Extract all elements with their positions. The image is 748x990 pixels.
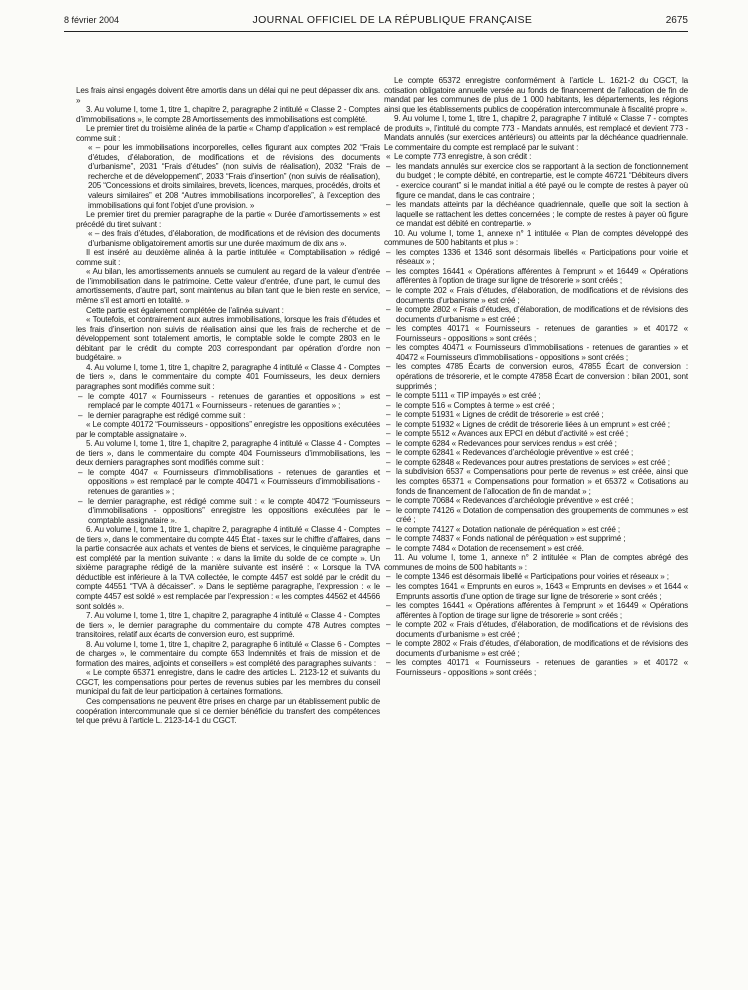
list-item: – le compte 70684 « Redevances d’archéologie préventive » est créé ; (384, 496, 688, 506)
paragraph: 8. Au volume I, tome 1, titre 1, chapitre 2, paragraphe 6 intitulé « Classe 6 - Comptes de charges », le commentaire du compte 653 Indemnités et frais de mission et de formation des maires, adjoints et conseillers » est complété des paragraphes suivants : (76, 639, 380, 668)
list-item: – le compte 202 « Frais d’études, d’élaboration, de modifications et de révisions des documents d’urbanisme » est créé ; (384, 620, 688, 639)
header-rule (64, 31, 688, 32)
paragraph: 3. Au volume I, tome 1, titre 1, chapitre 2, paragraphe 2 intitulé « Classe 2 - Comptes d’immobilisations », le compte 28 Amortissements des immobilisations est complété. (76, 105, 380, 124)
list-item: – le compte 51932 « Lignes de crédit de trésorerie liées à un emprunt » est créé ; (384, 420, 688, 430)
left-column (76, 86, 380, 726)
list-item: – le compte 74127 « Dotation nationale de péréquation » est créé ; (384, 525, 688, 535)
list-item: – le compte 1346 est désormais libellé « Participations pour voiries et réseaux » ; (384, 572, 688, 582)
list-item: – les comptes 16441 « Opérations afférentes à l’emprunt » et 16449 « Opérations afférentes à l’option de tirage sur ligne de trésorerie » sont créés ; (384, 601, 688, 620)
list-item: – la subdivision 6537 « Compensations pour perte de revenus » est créée, ainsi que les comptes 65371 « Compensations pour formation » et 65372 « Cotisations au fonds de financement de l’allocation de fin de mandat » ; (384, 467, 688, 496)
issue-date: 8 février 2004 (64, 15, 120, 25)
list-item: – le compte 2802 « Frais d’études, d’élaboration, de modifications et de révisions des documents d’urbanisme » est créé ; (384, 639, 688, 658)
list-item: – le compte 202 « Frais d’études, d’élaboration, de modifications et de révisions des documents d’urbanisme » est créé ; (384, 286, 688, 305)
list-item: – les mandats atteints par la déchéance quadriennale, quelle que soit la section à laquelle se rattachent les dettes concernées ; le compte de restes à payer où figure ce mandat est débité en contrepartie. » (384, 200, 688, 229)
paragraph: Le premier tiret du troisième alinéa de la partie « Champ d’application » est remplacé comme suit : (76, 124, 380, 143)
list-item: – le compte 62841 « Redevances d’archéologie préventive » est créé ; (384, 448, 688, 458)
running-header (64, 14, 688, 28)
list-item: – le compte 5111 « TIP impayés » est créé ; (384, 391, 688, 401)
paragraph: Le premier tiret du premier paragraphe de la partie « Durée d’amortissements » est précédé du tiret suivant : (76, 210, 380, 229)
list-item: – les comptes 16441 « Opérations afférentes à l’emprunt » et 16449 « Opérations afférentes à l’option de tirage sur ligne de trésorerie » sont créés ; (384, 267, 688, 286)
paragraph: « Le compte 773 enregistre, à son crédit : (384, 152, 688, 162)
paragraph: Le compte 65372 enregistre conformément à l’article L. 1621-2 du CGCT, la cotisation obligatoire annuelle versée au fonds de financement de l’allocation de fin de mandat par les communes de plus de 1 000 habitants, les départements, les régions ainsi que les établissements publics de coopération intercommunale à fiscalité propre ». (384, 76, 688, 114)
list-item: – les comptes 40171 « Fournisseurs - retenues de garanties » et 40172 « Fournisseurs - oppositions » sont créés ; (384, 324, 688, 343)
list-item: – les comptes 40471 « Fournisseurs d’immobilisations - retenues de garanties » et 40472 « Fournisseurs d’immobilisations - oppositions » sont créés ; (384, 343, 688, 362)
journal-title: JOURNAL OFFICIEL DE LA RÉPUBLIQUE FRANÇAISE (252, 14, 533, 26)
list-item: – le compte 4017 « Fournisseurs - retenues de garanties et oppositions » est remplacé par le compte 40171 « Fournisseurs - retenues de garanties » ; (76, 392, 380, 411)
paragraph: 4. Au volume I, tome 1, titre 1, chapitre 2, paragraphe 4 intitulé « Classe 4 - Comptes de tiers », dans le commentaire du compte 401 Fournisseurs, les deux derniers paragraphes sont modifiés comme suit : (76, 362, 380, 391)
paragraph: Cette partie est également complétée de l’alinéa suivant : (86, 305, 284, 315)
right-column (384, 76, 688, 677)
list-item: – le compte 74126 « Dotation de compensation des groupements de communes » est créé ; (384, 506, 688, 525)
list-item: – les comptes 40171 « Fournisseurs - retenues de garanties » et 40172 « Fournisseurs - oppositions » sont créés ; (384, 658, 688, 677)
list-item: – le compte 51931 « Lignes de crédit de trésorerie » est créé ; (384, 410, 688, 420)
paragraph: 9. Au volume I, tome 1, titre 1, chapitre 2, paragraphe 7 intitulé « Classe 7 - comptes de produits », l’intitulé du compte 773 - Mandats annulés, est remplacé et devient 773 - Mandats annulés (sur exercices antérieurs) ou atteints par la déchéance quadriennale. Le commentaire du compte est remplacé par le suivant : (384, 114, 688, 152)
paragraph: 10. Au volume I, tome 1, annexe n° 1 intitulée « Plan de comptes développé des communes de 500 habitants et plus » : (384, 228, 688, 248)
paragraph: « – des frais d’études, d’élaboration, de modifications et de révision des documents d’urbanisme obligatoirement amortis sur une durée maximum de dix ans ». (88, 229, 380, 248)
list-item: – le compte 74837 « Fonds national de péréquation » est supprimé ; (384, 534, 688, 544)
list-item: – le compte 7484 « Dotation de recensement » est créé. (384, 544, 688, 554)
list-item: – le compte 2802 « Frais d’études, d’élaboration, de modifications et de révisions des documents d’urbanisme » est créé ; (384, 305, 688, 324)
paragraph: « Toutefois, et contrairement aux autres immobilisations, lorsque les frais d’études et les frais d’insertion non suivis de réalisation ainsi que les frais de recherche et de développement sont totalement amortis, le comptable solde le compte 2803 en le débitant par le crédit du compte 203 correspondant par opération d’ordre non budgétaire. » (76, 315, 380, 363)
list-item: – les comptes 4785 Écarts de conversion euros, 47855 Écart de conversion : opérations de trésorerie, et le compte 47858 Écart de conversion : bilan 2001, sont supprimés ; (384, 362, 688, 391)
paragraph: « – pour les immobilisations incorporelles, celles figurant aux comptes 202 “Frais d’études, d’élaboration, de modifications et de révisions des documents d’urbanisme”, 2031 “Frais d’études” (non suivis de réalisation), 2032 “Frais de recherche et de développement”, 2033 “Frais d’insertion” (non suivis de réalisation), 205 “Concessions et droits similaires, brevets, licences, marques, procédés, droits et valeurs similaires” et 208 “Autres immobilisations incorporelles”, à l’exception des immobilisations qui font l’objet d’une provision. » (88, 143, 380, 210)
list-item: – le dernier paragraphe est rédigé comme suit : (76, 411, 380, 421)
list-item: – le compte 62848 « Redevances pour autres prestations de services » est créé ; (384, 458, 688, 468)
list-item: – les mandats annulés sur exercice clos se rapportant à la section de fonctionnement du budget ; le compte débité, en contrepartie, est le compte 46721 “Débiteurs divers - exercice courant” si le mandat initial a été payé ou le compte de restes à payer où figure ce mandat, dans le cas contraire ; (384, 162, 688, 200)
page-number: 2675 (665, 15, 688, 26)
list-item: – le compte 5512 « Avances aux EPCI en début d’activité » est créé ; (384, 429, 688, 439)
list-item: – le compte 4047 « Fournisseurs d’immobilisations - retenues de garanties et oppositions » est remplacé par le compte 40471 « Fournisseurs d’immobilisations - retenues de garanties » ; (76, 468, 380, 497)
paragraph: 7. Au volume I, tome 1, titre 1, chapitre 2, paragraphe 4 intitulé « Classe 4 - Comptes de tiers », le dernier paragraphe du commentaire du compte 478 Autres comptes transitoires, relatif aux écarts de conversion euro, est supprimé. (76, 611, 380, 640)
paragraph: Ces compensations ne peuvent être prises en charge par un établissement public de coopération intercommunale que si ce dernier bénéficie du transfert des compétences tel que prévu à l’article L. 2123-14-1 du CGCT. (76, 697, 380, 726)
list-item: – le dernier paragraphe, est rédigé comme suit : « le compte 40472 “Fournisseurs d’immobilisations - oppositions” enregistre les oppositions exécutées par le comptable assignataire ». (76, 497, 380, 526)
paragraph: 6. Au volume I, tome 1, titre 1, chapitre 2, paragraphe 4 intitulé « Classe 4 - Comptes de tiers », dans le commentaire du compte 445 État - taxes sur le chiffre d’affaires, dans la partie consacrée aux achats et ventes de biens et services, le cinquième paragraphe est complété par la mention suivante : « dans la limite du solde de ce compte ». Un sixième paragraphe rédigé de la manière suivante est inséré : « Lorsque la TVA déductible est inférieure à la TVA collectée, le compte 4457 est soldé par le crédit du compte 44551 “TVA à décaisser”. » Dans le septième paragraphe, l’expression : « le compte 4457 est soldé » est remplacée par l’expression : « les comptes 44562 et 44566 sont soldés ». (76, 525, 380, 611)
list-item: – le compte 6284 « Redevances pour services rendus » est créé ; (384, 439, 688, 449)
list-item: – le compte 516 « Comptes à terme » est créé ; (384, 401, 688, 411)
paragraph: Il est inséré au deuxième alinéa à la partie intitulée « Comptabilisation » rédigé comme suit : (76, 248, 380, 267)
paragraph: 5. Au volume I, tome 1, titre 1, chapitre 2, paragraphe 4 intitulé « Classe 4 - Comptes de tiers », dans le commentaire du compte 404 Fournisseurs d’immobilisations, les deux derniers paragraphes sont modifiés comme suit : (76, 439, 380, 468)
paragraph: « Au bilan, les amortissements annuels se cumulent au regard de la valeur d’entrée de l’immobilisation dans le patrimoine. Cette valeur d’entrée, d’une part, le cumul des amortissements, d’autre part, sont maintenus au bilan tant que le bien reste en service, même s’il est amorti en totalité. » (76, 267, 380, 306)
paragraph: « Le compte 65371 enregistre, dans le cadre des articles L. 2123-12 et suivants du CGCT, les compensations pour pertes de revenus subies par les membres du conseil municipal du fait de leur participation à certaines formations. (76, 668, 380, 697)
list-item: – les comptes 1336 et 1346 sont désormais libellés « Participations pour voirie et réseaux » ; (384, 248, 688, 267)
paragraph: Les frais ainsi engagés doivent être amortis dans un délai qui ne peut dépasser dix ans. » (76, 86, 380, 105)
list-item: – les comptes 1641 « Emprunts en euros », 1643 « Emprunts en devises » et 1644 « Emprunts assortis d’une option de tirage sur ligne de trésorerie » sont créés ; (384, 582, 688, 601)
paragraph: « Le compte 40172 “Fournisseurs - oppositions” enregistre les oppositions exécutées par le comptable assignataire ». (76, 420, 380, 439)
paragraph: 11. Au volume I, tome 1, annexe n° 2 intitulée « Plan de comptes abrégé des communes de moins de 500 habitants » : (384, 553, 688, 572)
